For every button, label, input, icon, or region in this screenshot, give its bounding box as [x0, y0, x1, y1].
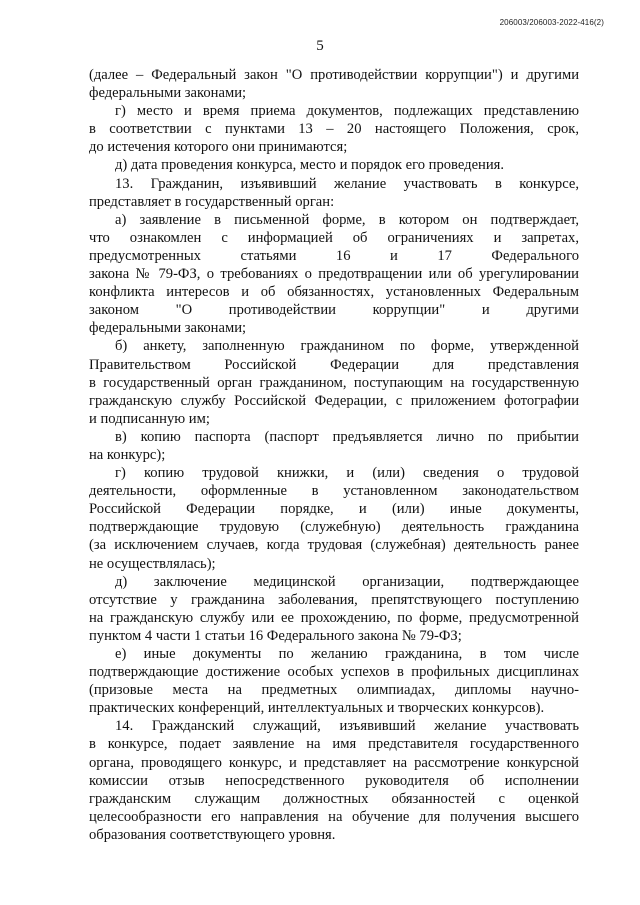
text-line: федеральными законами; [89, 85, 247, 102]
paragraph [89, 175, 579, 211]
text-line: гражданскую службу Российской Федерации, с приложением фотографии [89, 392, 579, 409]
paragraph [89, 645, 579, 717]
text-line: г) место и время приема документов, подлежащих представлению [115, 103, 579, 120]
paragraph [89, 66, 579, 102]
paragraph [89, 428, 579, 464]
text-line: подтверждающие трудовую (служебную) деятельность гражданина [89, 519, 579, 536]
text-line: законом "О противодействии коррупции" и другими [89, 302, 579, 319]
text-line: на гражданскую службу или ее прохождению, по форме, предусмотренной [89, 609, 579, 626]
text-line: закона № 79-ФЗ, о требованиях о предотвращении или об урегулировании [89, 266, 579, 283]
text-line: образования соответствующего уровня. [89, 826, 336, 843]
text-line: в) копию паспорта (паспорт предъявляется лично по прибытии [115, 428, 579, 445]
text-line: целесообразности его направления на обучение для получения высшего [89, 808, 579, 825]
text-line: подтверждающие достижение особых успехов в профильных дисциплинах [89, 664, 579, 681]
text-line: в конкурсе, подает заявление на имя представителя государственного [89, 736, 579, 753]
text-line: (за исключением случаев, когда трудовая (служебная) деятельность ранее [89, 537, 579, 554]
text-line: в соответствии с пунктами 13 – 20 настоящего Положения, срок, [89, 121, 579, 138]
text-line: деятельности, оформленные в установленном законодательством [89, 483, 579, 500]
paragraph [89, 211, 579, 338]
paragraph [89, 573, 579, 645]
page-number: 5 [316, 38, 324, 54]
text-line: комиссии отзыв непосредственного руководителя об исполнении [89, 772, 579, 789]
text-line: предусмотренных статьями 16 и 17 Федерального [89, 247, 579, 264]
text-line: Российской Федерации порядке, и (или) иные документы, [89, 501, 579, 518]
text-line: г) копию трудовой книжки, и (или) сведения о трудовой [115, 465, 579, 482]
text-line: представляет в государственный орган: [89, 193, 335, 210]
paragraph [89, 337, 579, 427]
text-line: Правительством Российской Федерации для представления [89, 356, 579, 373]
text-line: гражданским служащим должностных обязанностей с оценкой [89, 790, 579, 807]
text-line: 14. Гражданский служащий, изъявивший желание участвовать [115, 718, 579, 735]
text-line: отсутствие у гражданина заболевания, препятствующего поступлению [89, 591, 579, 608]
text-line: что ознакомлен с информацией об ограничениях и запретах, [89, 229, 579, 246]
text-line: 13. Гражданин, изъявивший желание участвовать в конкурсе, [115, 175, 579, 192]
paragraph [89, 102, 579, 156]
paragraph [89, 464, 579, 573]
text-line: б) анкету, заполненную гражданином по форме, утвержденной [115, 338, 579, 355]
text-line: д) заключение медицинской организации, подтверждающее [115, 573, 579, 590]
text-line: не осуществлялась); [89, 555, 216, 572]
text-line: федеральными законами; [89, 320, 247, 337]
text-line: практических конференций, интеллектуальных и творческих конкурсов). [89, 700, 545, 717]
document-id: 206003/206003-2022-416(2) [499, 18, 604, 27]
text-line: на конкурс); [89, 446, 166, 463]
text-line: д) дата проведения конкурса, место и порядок его проведения. [115, 157, 505, 174]
text-line: органа, проводящего конкурс, и представляет на рассмотрение конкурсной [89, 754, 579, 771]
text-line: и подписанную им; [89, 410, 210, 427]
paragraph [89, 717, 579, 844]
text-line: конфликта интересов и об обязанностях, установленных Федеральным [89, 284, 579, 301]
document-body [89, 66, 579, 844]
text-line: а) заявление в письменной форме, в котором он подтверждает, [115, 211, 579, 228]
paragraph [89, 156, 579, 174]
text-line: пунктом 4 части 1 статьи 16 Федерального закона № 79-ФЗ; [89, 627, 462, 644]
text-line: (далее – Федеральный закон "О противодействии коррупции") и другими [89, 67, 579, 83]
text-line: (призовые места на предметных олимпиадах, дипломы научно- [89, 682, 579, 699]
text-line: в государственный орган гражданином, поступающим на государственную [89, 374, 579, 391]
text-line: до истечения которого они принимаются; [89, 139, 348, 156]
text-line: е) иные документы по желанию гражданина, в том числе [115, 646, 579, 662]
